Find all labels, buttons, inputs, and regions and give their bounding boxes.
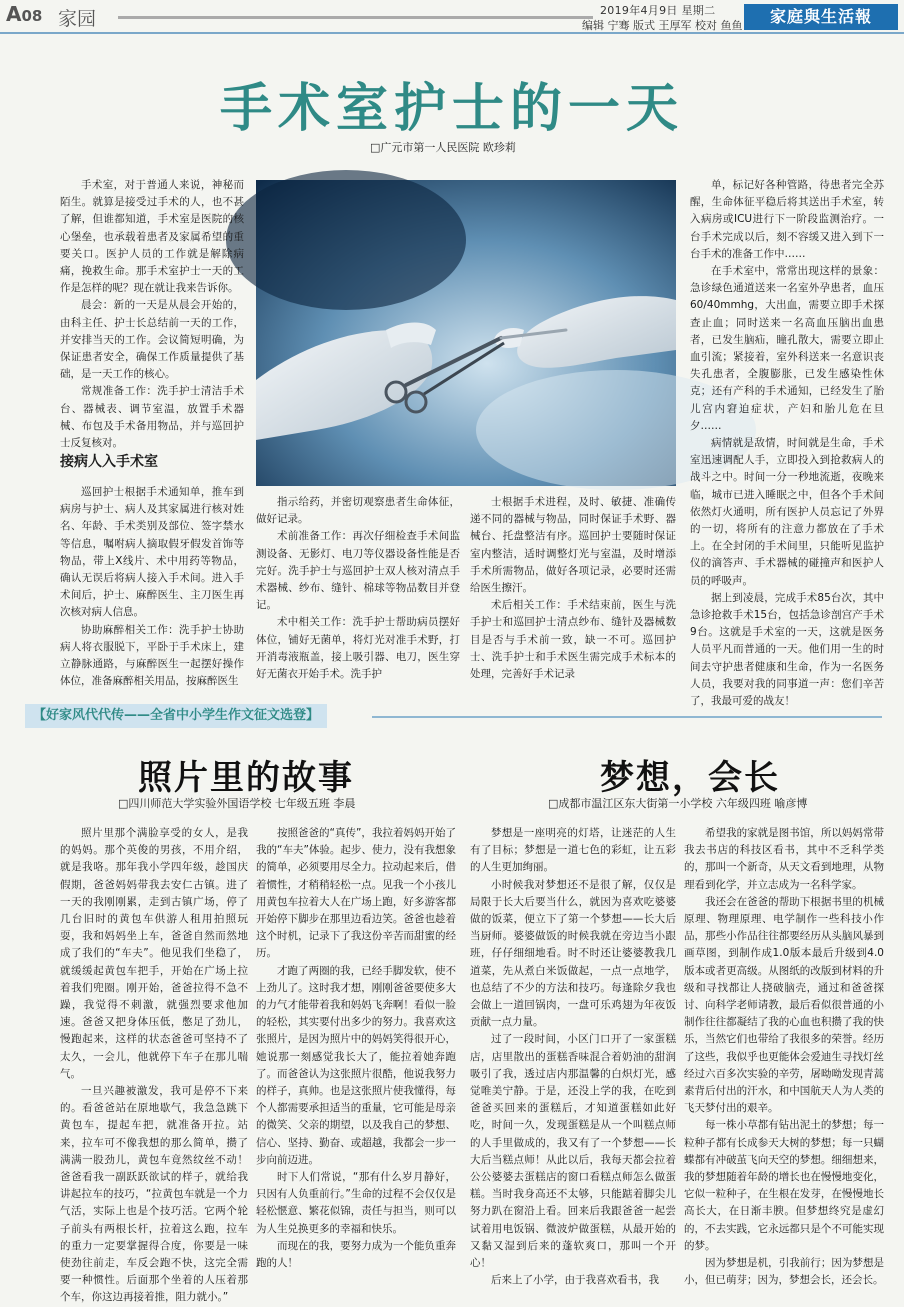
paragraph: 据上到凌晨，完成手术85台次，其中急诊抢救手术15台，包括急诊剖宫产手术9台。这就是手术室的一天，这就是医务人员平凡而普通的一天。他们用一生的时间去守护患者健康和生命，作为一名医务人员，我要对我的同事道一声：您们辛苦了，我最可爱的战友！ [690, 591, 884, 708]
page-number [6, 2, 42, 26]
paragraph: 手术室，对于普通人来说，神秘而陌生。就算是接受过手术的人，也不甚了解，但谁都知道，手术室是医院的核心堡垒，也承载着患者及家属希望的重要关口。医护人员的工作就是解除病痛，挽救生命。那手术室护士一天的工作是怎样的呢？现在就让我来告诉你。 [60, 179, 244, 295]
paragraph: 每一株小草都有钻出泥土的梦想；每一粒种子都有长成参天大树的梦想；每一只蝴蝶都有冲破茧飞向天空的梦想。细细想来，我的梦想随着年龄的增长也在慢慢地变化，它似一粒种子，在生根在发芽，在慢慢地长高长大，在日渐丰腴。但梦想终究是虚幻的，不去实践，它永远都只是个不可能实现的梦。 [684, 1119, 884, 1252]
paragraph: 指示给药，并密切观察患者生命体征，做好记录。 [256, 496, 460, 526]
article2-column-1 [60, 825, 248, 1304]
article2-byline: □四川师范大学实验外国语学校 七年级五班 李晨 [118, 797, 356, 810]
paragraph: 士根据手术进程，及时、敏捷、准确传递不同的器械与物品，同时保证手术野、器械台、托盘整洁有序。巡回护士要随时保证室内整洁，适时调整灯光与室温，及时增添手术所需物品，做好各项记录，必要时还需给医生擦汗。 [470, 496, 676, 595]
newspaper-masthead: 家庭與生活報 [744, 4, 898, 30]
header-rule [118, 16, 593, 19]
paragraph: 术后相关工作：手术结束前，医生与洗手护士和巡回护士清点纱布、缝针及器械数目是否与手术前一致，缺一不可。巡回护士、洗手护士和手术医生需完成手术标本的处理，完善好手术记录 [470, 599, 676, 681]
article-photo [256, 180, 676, 486]
issue-date: 2019年4月9日 星期二 [600, 4, 716, 17]
paragraph: 希望我的家就是图书馆，所以妈妈常带我去书店的科技区看书，其中不乏科学类的，那叫一个新奇，从天文看到地理，从物理看到化学，并立志成为一名科学家。 [684, 827, 884, 891]
paragraph: 小时候我对梦想还不是很了解，仅仅是局限于长大后要当什么，就因为喜欢吃婆婆做的饭菜，便立下了第一个梦想——长大后当厨师。婆婆做饭的时候我就在旁边当小跟班，仔仔细细地看。时不时还让婆婆教我几道菜，先从煮白米饭做起，一点一点地学，也总结了不少的方法和技巧。每逢除夕我也会做上一道回锅肉，一盘可乐鸡翅为年夜饭贡献一点力量。 [470, 878, 676, 1029]
surgical-instruments-illustration [256, 180, 676, 486]
page-prefix: A [6, 2, 22, 26]
article1-column-3 [470, 494, 676, 684]
paragraph: 协助麻醉相关工作：洗手护士协助病人将衣服脱下，平卧于手术床上，建立静脉通路，与麻醉医生一起摆好操作体位，准备麻醉相关用品，按麻醉医生 [60, 623, 244, 688]
article3-column-1 [470, 825, 676, 1285]
paragraph: 病情就是敌情，时间就是生命，手术室迅速调配人手，立即投入到抢救病人的战斗之中。时间一分一秒地流逝，夜晚来临，城市已进入睡眠之中，但各个手术间依然灯火通明，所有医护人员忘记了外界的一切，将所有的注意力都放在了手术上。在全封闭的手术间里，只能听见监护仪的滴答声、手术器械的碰撞声和医护人员的呼吸声。 [690, 437, 884, 587]
page-num-digits: 08 [21, 7, 43, 25]
paragraph: 过了一段时间，小区门口开了一家蛋糕店，店里散出的蛋糕香味混合着奶油的甜润吸引了我，透过店内那温馨的白炽灯光，感觉唯美宁静。于是，还没上学的我，在吃到爸爸买回来的蛋糕后，才知道蛋糕如此好吃，时间一久，发现蛋糕是从一个叫糕点师的人手里做成的，我又有了一个梦想——长大后当糕点师！从此以后，我每天都会拉着公公婆婆去蛋糕店的窗口看糕点师怎么做蛋糕。当时我身高还不太够，只能踮着脚尖儿努力趴在窗沿上看。回来后我跟爸爸一起尝试着用电饭锅、微波炉做蛋糕，从最开始的又黏又湿到后来的蓬软爽口，那叫一个开心！ [470, 1033, 676, 1270]
editor-credits: 编辑 宁骞 版式 王厚军 校对 鱼鱼 [582, 19, 743, 32]
paragraph: 而现在的我，要努力成为一个能负重奔跑的人！ [256, 1239, 456, 1270]
article3-byline: □成都市温江区东大街第一小学校 六年级四班 喻彦博 [548, 797, 808, 810]
column-banner: 【好家风代代传——全省中小学生作文征文选登】 [25, 704, 327, 728]
paragraph: 梦想是一座明亮的灯塔，让迷茫的人生有了目标；梦想是一道七色的彩虹，让五彩的人生更加绚丽。 [470, 827, 676, 874]
section-name: 家园 [58, 8, 97, 30]
article1-column-2 [256, 494, 460, 684]
paragraph: 常规准备工作：洗手护士清洁手术台、器械表、调节室温，放置手术器械、布包及手术备用物品，并与巡回护士反复核对。 [60, 385, 244, 450]
article1-column-1b [60, 484, 244, 688]
paragraph: 我还会在爸爸的帮助下根据书里的机械原理、物理原理、电学制作一些科技小作品，那些小作品往往都要经历从头脑风暴到画草图，到制作成1.0版本最后升级到4.0版本或者更高级。从图纸的改版到材料的升级和寻找都让人挠破脑壳，通过和爸爸探讨、向科学老师请教，最后看似很普通的小制作往往都凝结了我的心血也积攒了我的快乐，当然它们也带给了我很多的荣誉。经历了这些，我似乎也更能体会爱迪生寻找灯丝经过六百多次实验的辛劳，屠呦呦发现青蒿素背后付出的汗水，和中国航天人为人类的飞天梦付出的艰辛。 [684, 895, 884, 1115]
paragraph: 按照爸爸的“真传”，我拉着妈妈开始了我的“车夫”体验。起步、使力，没有我想象的简单，必须要用尽全力。拉动起来后，借着惯性，才稍稍轻松一点。见我一个小孩儿用黄包车拉着大人在广场上跑，好多游客都开始停下脚步在那里边看边笑。爸爸也趁着这个时机，记录下了我这份辛苦而甜蜜的经历。 [256, 827, 456, 960]
page-header [0, 0, 904, 34]
article1-column-1 [60, 177, 244, 450]
paragraph: 巡回护士根据手术通知单，推车到病房与护士、病人及其家属进行核对姓名、年龄、手术类别及部位、签字禁水等信息，嘱咐病人摘取假牙假发首饰等物品，带上X线片、术中用药等物品，确认无误后将病人接入手术间。进入手术间后，护士、麻醉医生、主刀医生再次核对病人信息。 [60, 486, 244, 619]
section-subhead: 接病人入手术室 [60, 454, 158, 470]
article3-column-2 [684, 825, 884, 1285]
paragraph: 因为梦想是机，引我前行；因为梦想是小，但已萌芽；因为，梦想会长，还会长。 [684, 1257, 884, 1287]
banner-rule [372, 716, 882, 718]
paragraph: 单，标记好各种管路，待患者完全苏醒，生命体征平稳后将其送出手术室，转入病房或ICU进行下一阶段监测治疗。一台手术完成以后，刻不容缓又进入到下一台手术的准备工作中…… [690, 179, 884, 260]
article-byline: □广元市第一人民医院 欧珍莉 [370, 141, 516, 154]
article3-title: 梦想，会长 [600, 758, 780, 798]
article2-column-2 [256, 825, 456, 1285]
paragraph: 一旦兴趣被激发，我可是停不下来的。看爸爸站在原地歇气，我急急跳下黄包车，提起车把，就准备开拉。站来，拉车可不像我想的那么简单，攒了满满一股劲儿，黄包车竟然纹丝不动！爸爸看我一副跃跃欲试的样子，就给我讲起拉车的技巧，“拉黄包车就是一个力气活，实际上也是个技巧活。它两个轮子前头有两根长杆，拉着这么跑，拉车的重力一定要掌握得合度，你要是一味使劲往前走，车反会跑不快，这完全需要一种惯性。后面那个坐着的人压着那个车，你这边再接着推，阻力就小。” [60, 1085, 248, 1304]
paragraph: 照片里那个满脸享受的女人，是我的妈妈。那个英俊的男孩，不用介绍，就是我咯。那年我小学四年级，趁国庆假期，爸爸妈妈带我去安仁古镇。进了一天的我刚刚累，走到古镇广场，停了几台旧时的黄包车供游人租用拍照玩耍，我和妈妈坐上车，爸爸自然而然地成了我们的“车夫”。他见我们坐稳了，就缓缓起黄包车把手，开始在广场上拉着我们兜圈。刚开始，爸爸拉得不急不躁，我觉得不刺激，就强烈要求他加速。爸爸又把身体压低，憋足了劲儿，慢跑起来，这样的状态爸爸可坚持不了太久，一会儿，他就停下车子在那儿喘气。 [60, 827, 248, 1080]
article-title: 手术室护士的一天 [219, 78, 684, 139]
article2-title: 照片里的故事 [138, 758, 354, 798]
article1-column-4 [690, 177, 884, 707]
paragraph: 时下人们常说，“那有什么岁月静好，只因有人负重前行。”生命的过程不会仅仅是轻松惬意、繁花似锦，责任与担当，则可以为人生兑换更多的幸福和快乐。 [256, 1171, 456, 1235]
paragraph: 术前准备工作：再次仔细检查手术间监测设备、无影灯、电刀等仪器设备性能是否完好。洗手护士与巡回护士双人核对清点手术器械、纱布、缝针、棉球等物品数目并登记。 [256, 530, 460, 612]
paragraph: 晨会：新的一天是从晨会开始的，由科主任、护士长总结前一天的工作，并安排当天的工作。会议简短明确，为保证患者安全，确保工作质量提供了基础，是一天工作的核心。 [60, 299, 244, 381]
paragraph: 后来上了小学，由于我喜欢看书，我 [491, 1274, 659, 1287]
paragraph: 术中相关工作：洗手护士帮助病员摆好体位，铺好无菌单，将灯光对准手术野，打开消毒液瓶盖，接上吸引器、电刀，医生穿好无菌衣开始手术。洗手护 [256, 616, 460, 681]
paragraph: 在手术室中，常常出现这样的景象：急诊绿色通道送来一名室外孕患者，血压60/40mmhg，大出血，需要立即手术探查止血；同时送来一名高血压脑出血患者，已发生脑疝，瞳孔散大，需要立即止血引流；紧接着，室外科送来一名意识丧失孔患者，全腹膨胀，已发生感染性休克；还有产科的手术通知，已经发生了胎儿宫内窘迫症状，产妇和胎儿危在旦夕…… [690, 265, 884, 432]
paragraph: 才跑了两圈的我，已经手脚发软，使不上劲儿了。这时我才想，刚刚爸爸要使多大的力气才能带着我和妈妈飞奔啊！看似一脸的轻松，其实要付出多少的努力。我喜欢这张照片，是因为照片中的妈妈笑得很开心，她说那一刻感觉我长大了，能拉着她奔跑了。而爸爸认为这张照片很酷，他说我努力的样子，真帅。也是这张照片使我懂得，每个人都需要承担适当的重量，它可能是母亲的微笑、父亲的期望，以及我自己的梦想、信心、坚持、勤奋、或超越，我都会一步一步向前迈进。 [256, 964, 456, 1166]
